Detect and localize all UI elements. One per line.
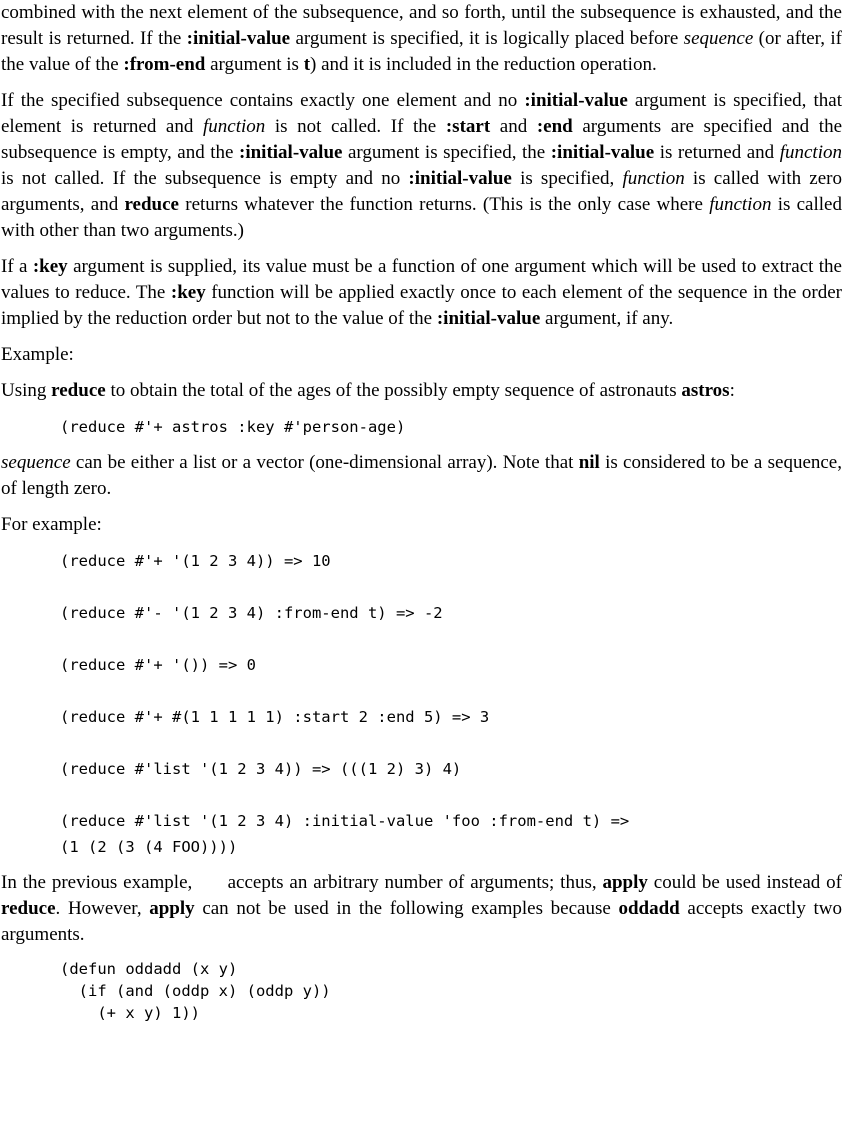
text: argument is specified, that element is returned and bbox=[1, 90, 842, 137]
paragraph-for-example bbox=[0, 512, 842, 538]
keyword-initial-value: :initial-value bbox=[408, 168, 512, 189]
code-block-examples: (reduce #'+ '(1 2 3 4)) => 10 (reduce #'- '(1 2 3 4) :from-end t) => -2 (reduce #'+ '()) => 0 (reduce #'+ #(1 1 1 1 1) :start 2 :end 5) => 3 (reduce #'list '(1 2 3 4)) => (((1 2) 3) 4) (reduce #'list '(1 2 3 4) :initial-value 'foo :from-end t) => (1 (2 (3 (4 FOO)))) bbox=[60, 552, 630, 856]
text: to obtain the total of the ages of the possibly empty sequence of astronauts bbox=[105, 380, 682, 401]
keyword-initial-value: :initial-value bbox=[436, 308, 541, 329]
keyword-reduce: reduce bbox=[124, 194, 179, 215]
keyword-oddadd: oddadd bbox=[618, 898, 680, 919]
paragraph-apply-note bbox=[0, 870, 842, 948]
text: : bbox=[729, 380, 735, 401]
term-sequence: sequence bbox=[683, 28, 754, 49]
code-block-oddadd: (defun oddadd (x y) (if (and (oddp x) (oddp y)) (+ x y) 1)) bbox=[60, 960, 331, 1022]
keyword-apply: apply bbox=[149, 898, 195, 919]
text: is not called. If the subsequence is empty and no bbox=[1, 168, 409, 189]
text: For example: bbox=[1, 514, 102, 535]
term-sequence: sequence bbox=[1, 452, 71, 473]
keyword-end: :end bbox=[536, 116, 573, 137]
text: If a bbox=[1, 256, 33, 277]
keyword-key: :key bbox=[32, 256, 68, 277]
paragraph-key-argument bbox=[0, 254, 842, 332]
keyword-key: :key bbox=[170, 282, 206, 303]
paragraph-single-element bbox=[0, 88, 842, 244]
text: is called with zero arguments, and bbox=[1, 168, 842, 215]
text: argument is supplied, its value must be a function of one argument which will be used to extract the values to reduce. The bbox=[1, 256, 842, 303]
code-block-astros: (reduce #'+ astros :key #'person-age) bbox=[60, 418, 406, 436]
keyword-nil: nil bbox=[578, 452, 600, 473]
text: accepts exactly two arguments. bbox=[1, 898, 842, 945]
text: Using bbox=[1, 380, 52, 401]
keyword-initial-value: :initial-value bbox=[239, 142, 343, 163]
paragraph-reduction-order bbox=[0, 0, 842, 78]
term-function: function bbox=[709, 194, 772, 215]
keyword-reduce: reduce bbox=[51, 380, 106, 401]
text: function will be applied exactly once to each element of the sequence in the order implied by the reduction order but not to the value of the bbox=[1, 282, 842, 329]
text: is specified, bbox=[511, 168, 623, 189]
text: could be used instead of bbox=[647, 872, 842, 893]
text: argument is bbox=[205, 54, 304, 75]
keyword-start: :start bbox=[445, 116, 491, 137]
text: argument is specified, the bbox=[342, 142, 551, 163]
keyword-initial-value: :initial-value bbox=[186, 28, 291, 49]
text: If the specified subsequence contains exactly one element and no bbox=[1, 90, 525, 111]
keyword-reduce: reduce bbox=[1, 898, 56, 919]
text: can not be used in the following examples because bbox=[194, 898, 619, 919]
keyword-astros: astros bbox=[681, 380, 730, 401]
term-function: function bbox=[622, 168, 685, 189]
keyword-t: t bbox=[303, 54, 311, 75]
paragraph-example-label bbox=[0, 342, 842, 368]
text: In the previous example, accepts an arbitrary number of arguments; thus, bbox=[1, 872, 603, 893]
text: is considered to be a sequence, of length zero. bbox=[1, 452, 842, 499]
text: ) and it is included in the reduction operation. bbox=[310, 54, 657, 75]
text: (or after, if the value of the bbox=[1, 28, 842, 75]
text: is not called. If the bbox=[265, 116, 446, 137]
paragraph-using-reduce bbox=[0, 378, 842, 404]
text: argument is specified, it is logically placed before bbox=[290, 28, 684, 49]
text: arguments are specified and the subsequence is empty, and the bbox=[1, 116, 842, 163]
text: returns whatever the function returns. (This is the only case where bbox=[179, 194, 710, 215]
text: . However, bbox=[55, 898, 150, 919]
text: argument, if any. bbox=[540, 308, 674, 329]
text: and bbox=[490, 116, 537, 137]
keyword-apply: apply bbox=[602, 872, 648, 893]
term-function: function bbox=[202, 116, 266, 137]
keyword-initial-value: :initial-value bbox=[550, 142, 655, 163]
text: is called with other than two arguments.) bbox=[1, 194, 842, 241]
keyword-from-end: :from-end bbox=[123, 54, 206, 75]
keyword-initial-value: :initial-value bbox=[524, 90, 628, 111]
text: combined with the next element of the subsequence, and so forth, until the subsequence is exhausted, and the result is returned. If the bbox=[1, 2, 842, 49]
term-function: function bbox=[779, 142, 842, 163]
text: is returned and bbox=[654, 142, 780, 163]
text: can be either a list or a vector (one-dimensional array). Note that bbox=[70, 452, 579, 473]
paragraph-sequence-types bbox=[0, 450, 842, 502]
text: Example: bbox=[1, 344, 74, 365]
